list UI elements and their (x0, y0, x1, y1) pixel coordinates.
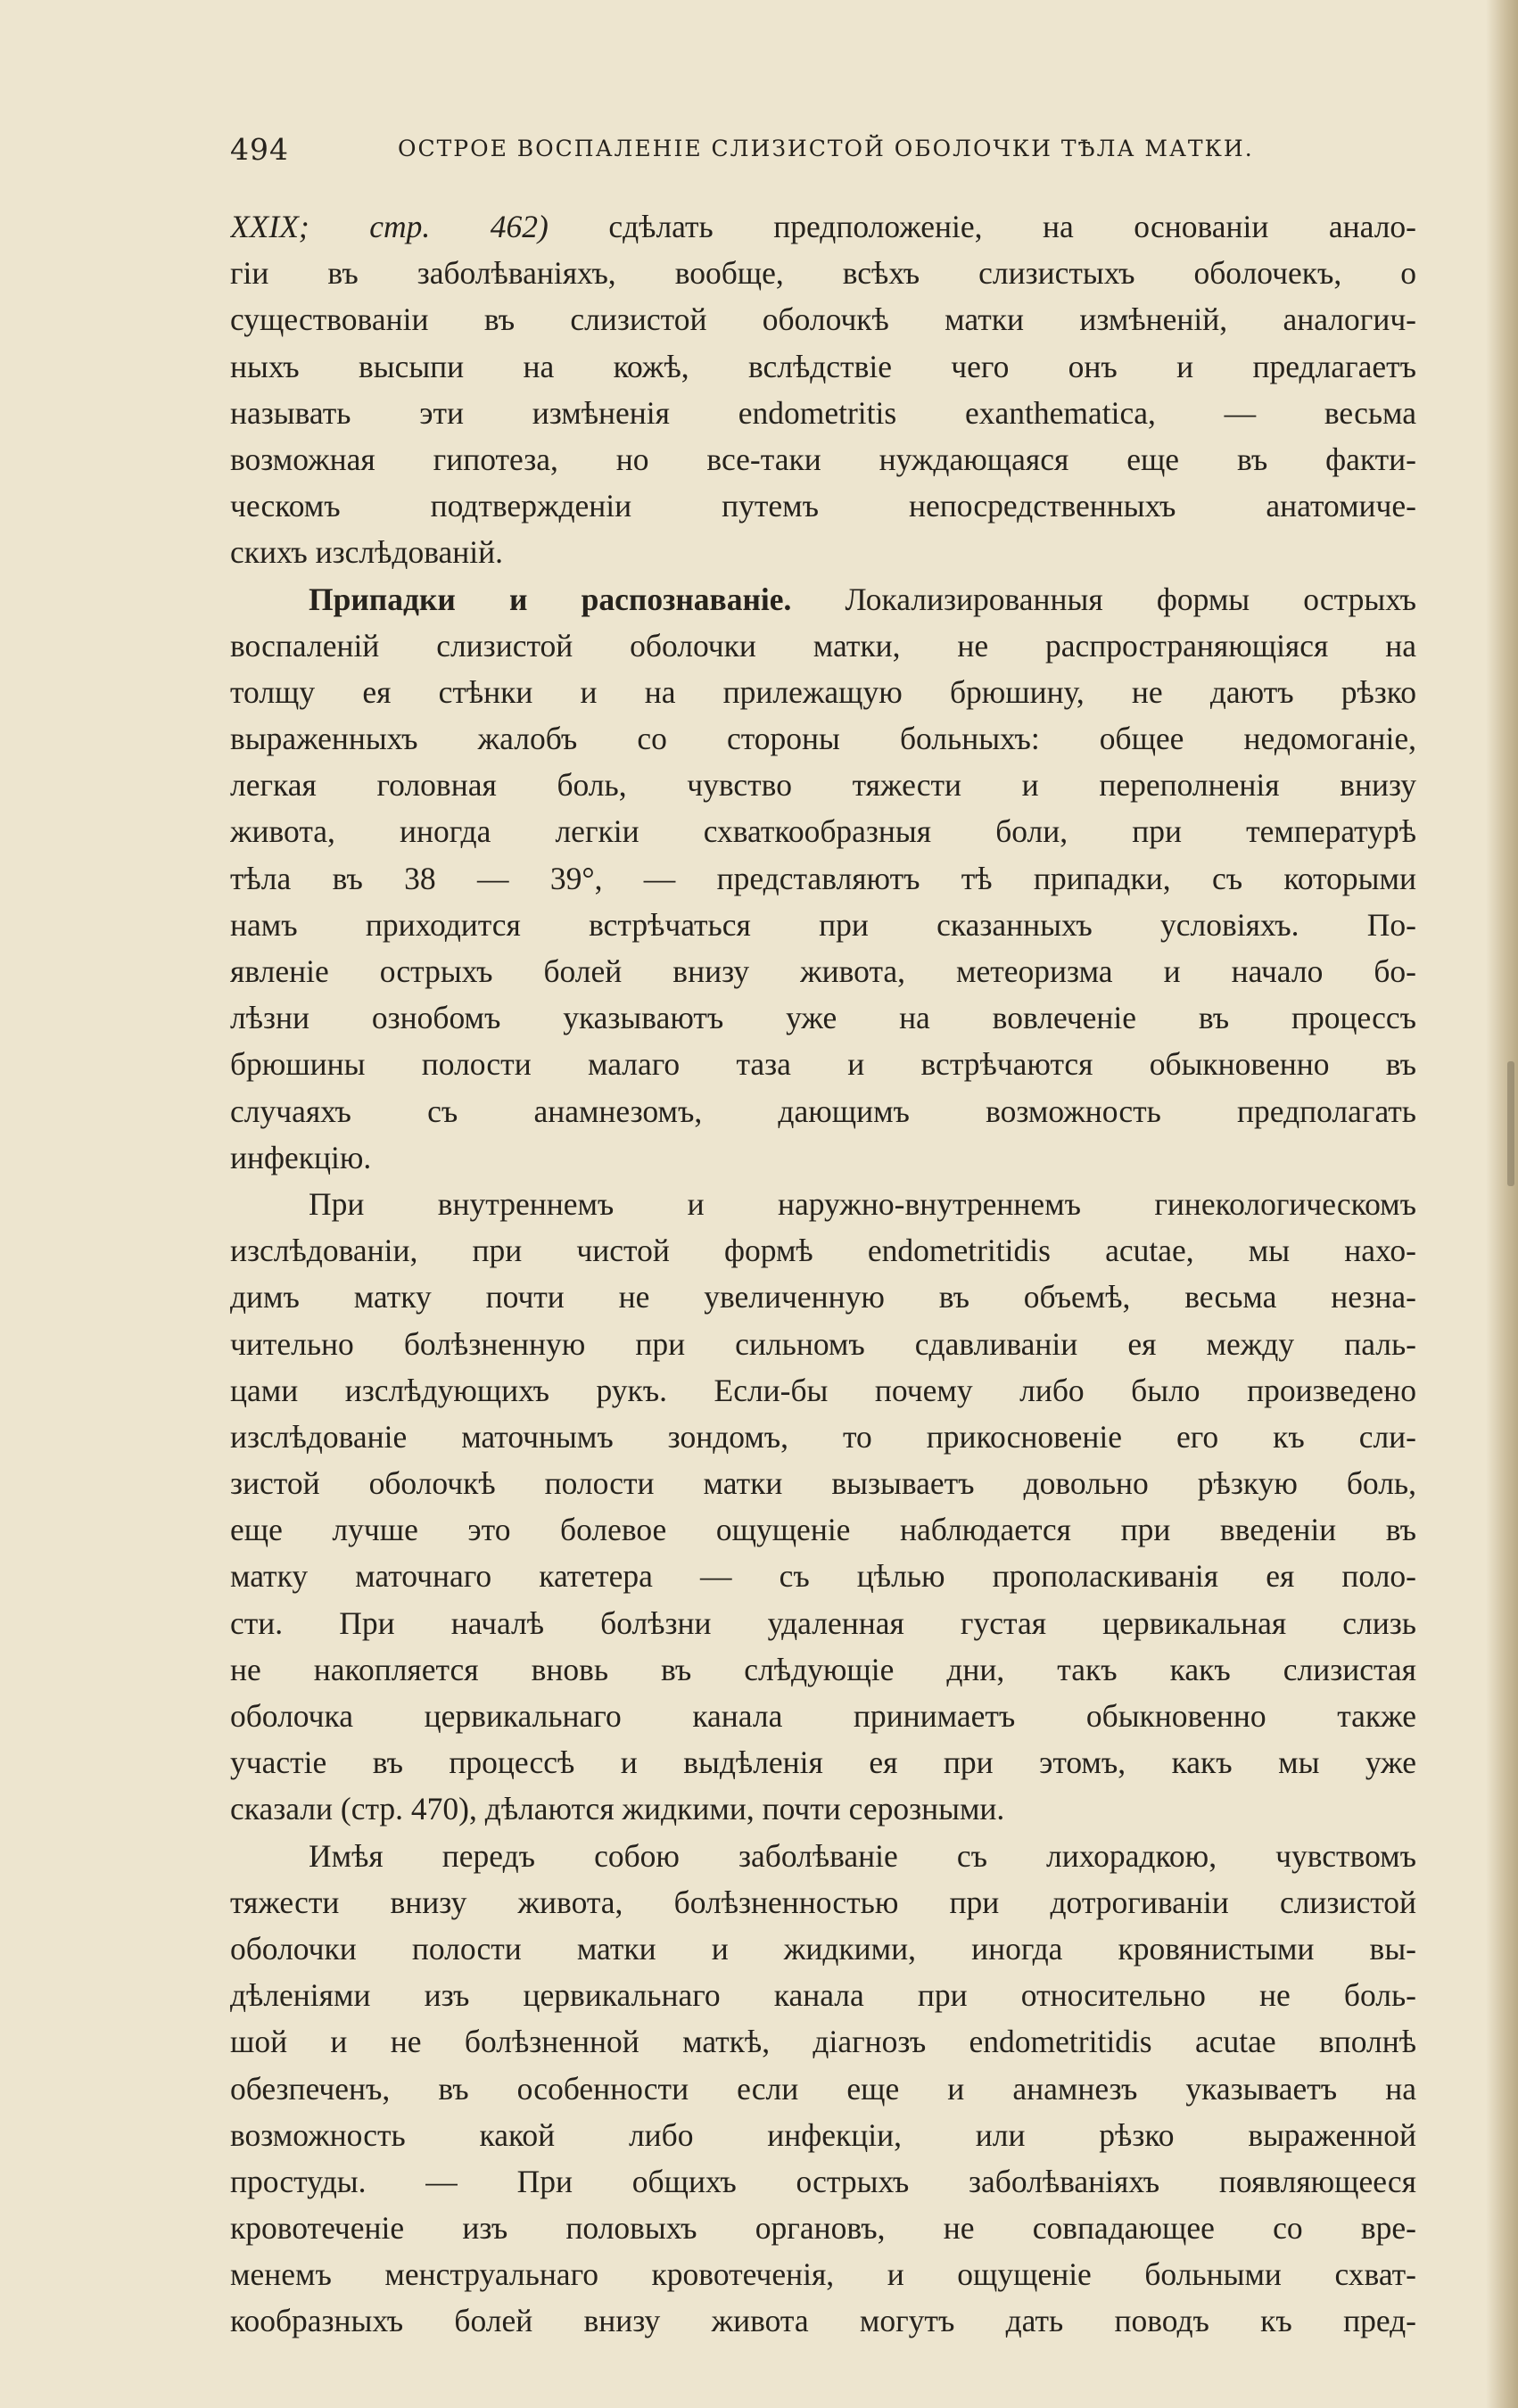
text-line (230, 1926, 1416, 1972)
text-line (230, 1460, 1416, 1506)
text-line (230, 762, 1416, 808)
text-line (230, 948, 1416, 994)
text-segment: сказали (стр. 470), дѣлаются жидкими, почти серозными. (230, 1791, 1005, 1827)
text-line (230, 390, 1416, 436)
text-segment: оболочки полости матки и жидкими, иногда кровянистыми вы- (230, 1930, 1416, 1967)
text-line (230, 1739, 1416, 1785)
page-edge-shadow (1486, 0, 1518, 2408)
text-segment: цами изслѣдующихъ рукъ. Если-бы почему либо было произведено (230, 1372, 1416, 1408)
text-segment: обезпеченъ, въ особенности если еще и анамнезъ указываетъ на (230, 2070, 1416, 2107)
text-line (230, 1553, 1416, 1599)
text-line (230, 1321, 1416, 1367)
text-segment: еще лучше это болевое ощущеніе наблюдается при введеніи въ (230, 1512, 1416, 1548)
text-segment: выраженныхъ жалобъ со стороны больныхъ: общее недомоганіе, (230, 721, 1416, 757)
text-line (230, 1181, 1416, 1227)
text-line (230, 1785, 1416, 1832)
text-segment: При внутреннемъ и наружно-внутреннемъ гинекологическомъ (309, 1185, 1416, 1222)
text-segment: кровотеченіе изъ половыхъ органовъ, не совпадающее со вре- (230, 2210, 1416, 2247)
text-segment: сти. При началѣ болѣзни удаленная густая цервикальная слизь (230, 1604, 1416, 1641)
text-segment: менемъ менструальнаго кровотеченія, и ощущеніе больными схват- (230, 2256, 1416, 2293)
text-segment: кообразныхъ болей внизу живота могутъ дать поводъ къ пред- (230, 2303, 1416, 2339)
text-line (230, 1041, 1416, 1087)
text-line (230, 1833, 1416, 1879)
text-line (230, 808, 1416, 854)
text-line (230, 1972, 1416, 2018)
text-segment: простуды. — При общихъ острыхъ заболѣваніяхъ появляющееся (230, 2163, 1416, 2199)
text-line (230, 203, 1416, 250)
text-segment: сдѣлать предположеніе, на основаніи анало- (548, 209, 1416, 244)
text-segment: изслѣдованіе маточнымъ зондомъ, то прикосновеніе его къ сли- (230, 1418, 1416, 1455)
text-segment: тяжести внизу живота, болѣзненностью при дотрогиваніи слизистой (230, 1884, 1416, 1920)
text-line (230, 2297, 1416, 2344)
text-line (230, 1646, 1416, 1693)
text-line (230, 482, 1416, 529)
text-segment: димъ матку почти не увеличенную въ объемѣ, весьма незна- (230, 1279, 1416, 1315)
text-line (230, 855, 1416, 902)
text-segment: воспаленій слизистой оболочки матки, не распространяющіяся на (230, 627, 1416, 664)
text-line (230, 1879, 1416, 1926)
body-text (230, 203, 1416, 2345)
text-segment: случаяхъ съ анамнезомъ, дающимъ возможность предполагать (230, 1093, 1416, 1129)
section-heading: Припадки и распознаваніе. (309, 581, 792, 617)
running-title: ОСТРОЕ ВОСПАЛЕНІЕ СЛИЗИСТОЙ ОБОЛОЧКИ ТѢЛА МАТКИ. (398, 136, 1254, 161)
text-segment: возможная гипотеза, но все-таки нуждающаяся еще въ факти- (230, 441, 1416, 477)
text-segment: толщу ея стѣнки и на прилежащую брюшину, не даютъ рѣзко (230, 673, 1416, 710)
text-segment: намъ приходится встрѣчаться при сказанныхъ условіяхъ. По- (230, 906, 1416, 943)
text-segment: ныхъ высыпи на кожѣ, вслѣдствіе чего онъ и предлагаетъ (230, 348, 1416, 384)
text-segment: Локализированныя формы острыхъ (791, 581, 1416, 617)
text-segment: тѣла въ 38 — 39°, — представляютъ тѣ припадки, съ которыми (230, 860, 1416, 896)
text-line (230, 669, 1416, 715)
text-line (230, 902, 1416, 948)
text-line (230, 2066, 1416, 2112)
text-segment: инфекцію. (230, 1139, 372, 1175)
text-segment: называть эти измѣненія endometritis exanthematica, — весьма (230, 394, 1416, 431)
page-number: 494 (230, 132, 289, 167)
text-segment: гіи въ заболѣваніяхъ, вообще, всѣхъ слизистыхъ оболочекъ, о (230, 255, 1416, 292)
text-line (230, 715, 1416, 762)
text-line (230, 2112, 1416, 2158)
text-segment: легкая головная боль, чувство тяжести и переполненія внизу (230, 767, 1416, 804)
text-line (230, 623, 1416, 669)
text-segment: брюшины полости малаго таза и встрѣчаются обыкновенно въ (230, 1046, 1416, 1083)
text-line (230, 2205, 1416, 2251)
text-line (230, 250, 1416, 296)
text-segment: явленіе острыхъ болей внизу живота, метеоризма и начало бо- (230, 953, 1416, 989)
text-segment: матку маточнаго катетера — съ цѣлью прополаскиванія ея поло- (230, 1558, 1416, 1595)
text-line (230, 1414, 1416, 1460)
text-segment: возможность какой либо инфекціи, или рѣзко выраженной (230, 2116, 1416, 2153)
text-line (230, 2158, 1416, 2205)
text-segment: XXIX; стр. 462) (230, 209, 549, 244)
text-line (230, 1693, 1416, 1739)
text-line (230, 576, 1416, 623)
text-segment: ческомъ подтвержденіи путемъ непосредственныхъ анатомиче- (230, 488, 1416, 524)
text-line (230, 1274, 1416, 1320)
text-line (230, 1600, 1416, 1646)
text-segment: зистой оболочкѣ полости матки вызываетъ довольно рѣзкую боль, (230, 1465, 1416, 1502)
text-segment: существованіи въ слизистой оболочкѣ матки измѣненій, аналогич- (230, 301, 1416, 338)
text-segment: чительно болѣзненную при сильномъ сдавливаніи ея между паль- (230, 1325, 1416, 1362)
text-segment: изслѣдованіи, при чистой формѣ endometritidis acutae, мы нахо- (230, 1233, 1416, 1269)
text-line (230, 1367, 1416, 1414)
text-line (230, 436, 1416, 482)
text-segment: шой и не болѣзненной маткѣ, діагнозъ endometritidis acutae вполнѣ (230, 2024, 1416, 2060)
text-line (230, 1227, 1416, 1274)
text-segment: лѣзни ознобомъ указываютъ уже на вовлеченіе въ процессъ (230, 1000, 1416, 1036)
text-segment: живота, иногда легкіи схваткообразныя боли, при температурѣ (230, 813, 1416, 850)
text-line (230, 994, 1416, 1041)
text-segment: дѣленіями изъ цервикальнаго канала при относительно не боль- (230, 1977, 1416, 2014)
page-header (230, 132, 1425, 171)
text-segment: скихъ изслѣдованій. (230, 534, 503, 571)
text-line (230, 296, 1416, 342)
text-line (230, 343, 1416, 390)
text-line (230, 529, 1416, 575)
text-line (230, 2251, 1416, 2297)
text-segment: Имѣя передъ собою заболѣваніе съ лихорадкою, чувствомъ (309, 1837, 1416, 1874)
text-line (230, 1088, 1416, 1134)
text-line (230, 2018, 1416, 2065)
text-line (230, 1134, 1416, 1181)
text-segment: не накопляется вновь въ слѣдующіе дни, такъ какъ слизистая (230, 1651, 1416, 1687)
text-segment: оболочка цервикальнаго канала принимаетъ обыкновенно также (230, 1698, 1416, 1734)
text-segment: участіе въ процессѣ и выдѣленія ея при этомъ, какъ мы уже (230, 1744, 1416, 1781)
text-line (230, 1506, 1416, 1553)
